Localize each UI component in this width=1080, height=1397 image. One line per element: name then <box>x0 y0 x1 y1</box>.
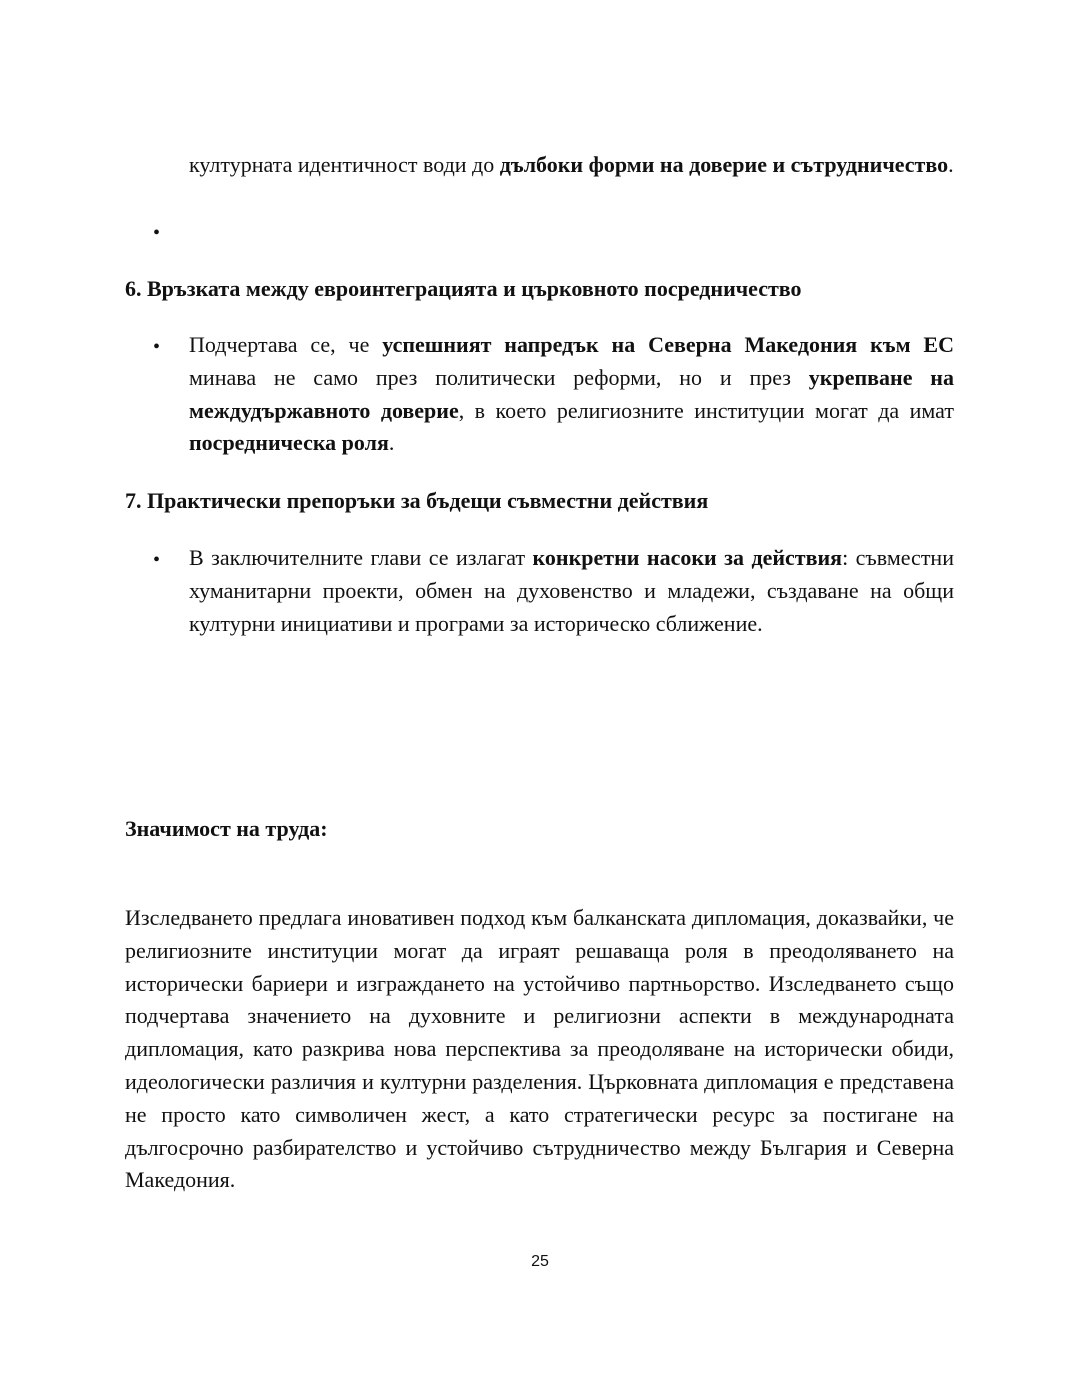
continuation-text-1: културната идентичност води до <box>189 152 500 177</box>
section-7-heading: 7. Практически препоръки за бъдещи съвместни действия <box>125 488 709 513</box>
page-number: 25 <box>531 1253 549 1270</box>
section-6-heading: 6. Връзката между евроинтеграцията и църковното посредничество <box>125 276 802 301</box>
section-7-text-1: В заключителните глави се излагат <box>189 545 533 570</box>
section-6-text-1: Подчертава се, че <box>189 332 383 357</box>
section-7-bullet: • <box>153 549 161 571</box>
section-7-text-2: : съвместни хуманитарни проекти, обмен на духовенство и младежи, създаване на общи културни инициативи и програми за историческо сближение. <box>189 545 954 636</box>
section-6-bold-2: укрепване на междудържавното доверие <box>189 364 954 423</box>
section-6-text-4: . <box>388 430 395 456</box>
section-7-bold-1: конкретни насоки за действия <box>532 545 843 570</box>
continuation-text-2: . <box>948 152 954 177</box>
section-7-paragraph <box>189 542 954 640</box>
empty-bullet: • <box>153 222 161 244</box>
section-6-paragraph <box>189 329 954 460</box>
section-6-bold-3: посредническа роля <box>189 430 389 456</box>
section-6-bold-1: успешният напредък на Северна Македония към ЕС <box>382 332 954 357</box>
section-6-text-2: минава не само през политически реформи, но и през <box>189 364 809 390</box>
significance-paragraph: Изследването предлага иновативен подход към балканската дипломация, доказвайки, че религиозните институции могат да играят решаваща роля в преодоляването на исторически бариери и изграждането на устойчиво партньорство. Изследването също подчертава значението на духовните и религиозни аспекти в международната дипломация, като разкрива нова перспектива за преодоляване на исторически обиди, идеологически различия и културни разделения. Църковната дипломация е представена не просто като символичен жест, а като стратегически ресурс за постигане на дългосрочно разбирателство и устойчиво сътрудничество между България и Северна Македония. <box>125 905 954 1193</box>
significance-heading: Значимост на труда: <box>125 816 328 841</box>
continuation-paragraph <box>189 149 954 182</box>
section-6-bullet: • <box>153 336 161 358</box>
section-6-text-3: , в което религиозните институции могат да имат <box>458 397 954 423</box>
continuation-bold-1: дълбоки форми на доверие и сътрудничество <box>499 152 949 177</box>
